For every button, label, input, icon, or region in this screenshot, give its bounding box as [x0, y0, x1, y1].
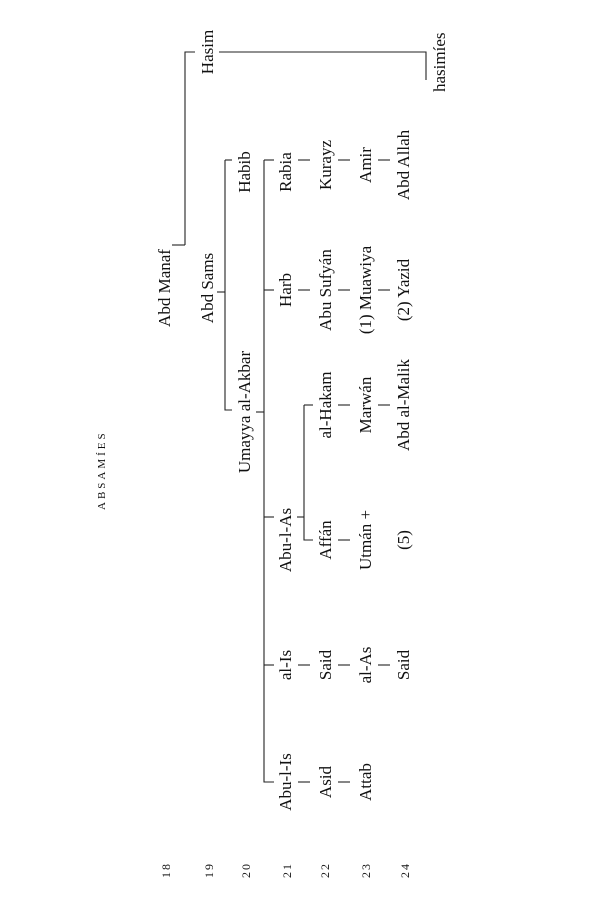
name-abu-l-as: Abu-l-As: [276, 507, 295, 573]
name-kurayz: Kurayz: [316, 139, 335, 191]
name-abu-sufyan: Abu Sufyán: [316, 249, 335, 331]
name-abd-al-malik: Abd al-Malik: [394, 358, 413, 452]
tree-names: [155, 30, 449, 811]
name-habib: Habib: [235, 151, 254, 193]
tree-connectors: [172, 52, 426, 782]
generation-22: 22: [318, 862, 332, 878]
name-harb: Harb: [276, 273, 295, 307]
name-affan: Affán: [316, 520, 335, 560]
name-yazid: (2) Yazid: [394, 258, 413, 322]
connector-umayya: [264, 160, 274, 782]
generation-18: 18: [159, 862, 173, 878]
name-al-as: al-As: [356, 646, 375, 684]
generation-24: 24: [398, 862, 412, 878]
name-al-hakam: al-Hakam: [316, 371, 335, 439]
name-hasim: Hasim: [198, 29, 217, 75]
name-umayya-al-akbar: Umayya al-Akbar: [235, 350, 254, 474]
name-number-5: (5): [394, 530, 413, 550]
generation-20: 20: [239, 862, 253, 878]
connector-hasimies: [219, 52, 426, 80]
connector-abd-manaf: [185, 52, 195, 245]
name-muawiya: (1) Muawiya: [356, 245, 375, 335]
name-utman: Utmán +: [356, 509, 375, 571]
name-rabia: Rabia: [276, 152, 295, 192]
name-said-grandson: Said: [394, 649, 413, 681]
tree-title: ABSAMÍES: [96, 430, 108, 510]
name-said: Said: [316, 649, 335, 681]
generation-column: [159, 862, 412, 878]
name-abd-allah: Abd Allah: [394, 129, 413, 201]
connector-abd-sams: [225, 160, 232, 410]
name-abd-manaf: Abd Manaf: [155, 249, 174, 327]
name-amir: Amir: [356, 147, 375, 183]
generation-19: 19: [202, 862, 216, 878]
name-abd-sams: Abd Sams: [198, 252, 217, 324]
name-abu-l-is: Abu-l-Is: [276, 753, 295, 811]
name-marwan: Marwán: [356, 376, 375, 434]
connector-abu-l-as-children: [304, 405, 313, 540]
name-attab: Attab: [356, 763, 375, 801]
name-al-is: al-Is: [276, 649, 295, 681]
name-hasimies: hasimíes: [430, 32, 449, 92]
generation-23: 23: [359, 862, 373, 878]
name-asid: Asid: [316, 765, 335, 799]
generation-21: 21: [280, 862, 294, 878]
